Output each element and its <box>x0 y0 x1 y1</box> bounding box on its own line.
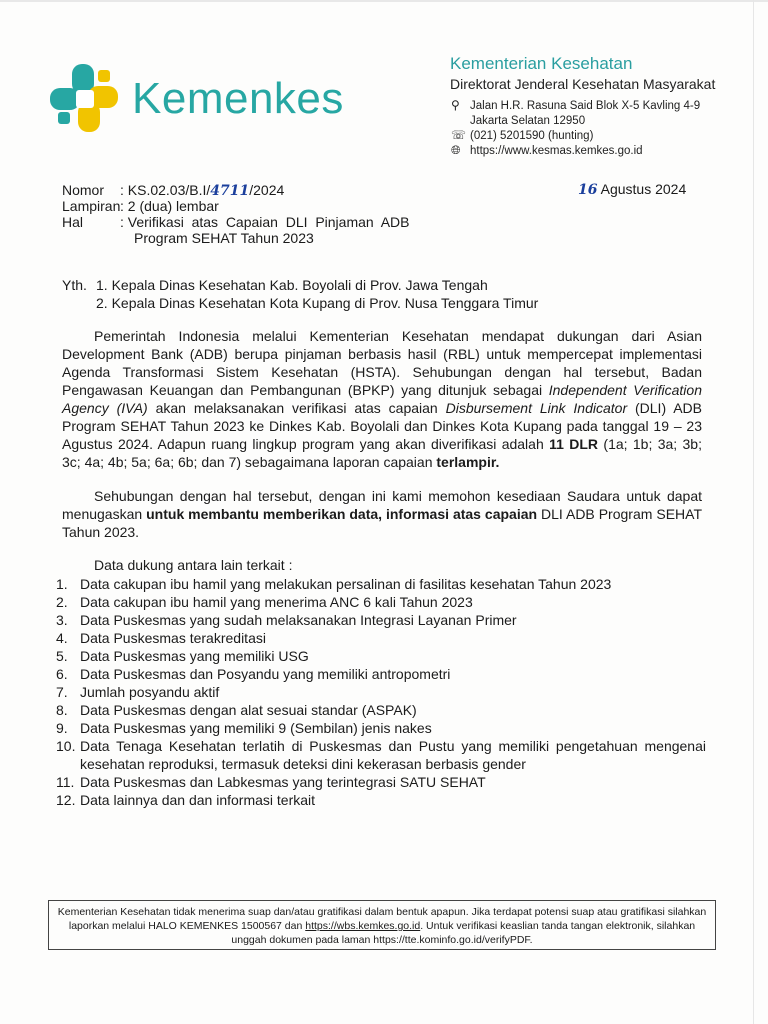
list-item <box>56 665 706 683</box>
paragraph-2 <box>62 487 702 541</box>
org-name: Kementerian Kesehatan <box>450 54 633 73</box>
list-item <box>56 719 706 737</box>
p2-text-c: DLI ADB Program SEHAT Tahun 2023. <box>62 506 702 540</box>
list-item-number: 11. <box>56 774 75 790</box>
footer-text-b: . Untuk verifikasi keaslian tanda tangan elektronik, silahkan unggah dokumen pada laman https://tte.kominfo.go.id/verifyPDF. <box>231 920 696 946</box>
page-top-border <box>0 0 768 2</box>
address-line-1: Jalan H.R. Rasuna Said Blok X-5 Kavling 4-9 <box>470 100 701 112</box>
list-item-text: Data Puskesmas dan Labkesmas yang terintegrasi SATU SEHAT <box>80 774 486 790</box>
list-item <box>56 629 706 647</box>
list-item-number: 3. <box>56 612 68 628</box>
list-item-number: 7. <box>56 684 68 700</box>
location-pin-icon: ⚲ <box>451 98 460 112</box>
list-item <box>56 683 706 701</box>
list-item-text: Data Puskesmas yang memiliki USG <box>80 648 309 664</box>
phone-icon: ☏ <box>451 128 467 142</box>
paragraph-1 <box>62 327 702 471</box>
list-item-number: 12. <box>56 792 76 808</box>
list-item <box>56 611 706 629</box>
list-item-text: Jumlah posyandu aktif <box>80 684 220 700</box>
p1-dlr: 11 DLR <box>549 436 599 452</box>
globe-icon: 🌐︎ <box>451 143 461 157</box>
list-item <box>56 647 706 665</box>
letter-date <box>578 181 686 198</box>
date-handwritten: 16 <box>578 182 598 198</box>
p1-terlampir: terlampir. <box>436 454 500 470</box>
website-link[interactable]: https://www.kesmas.kemkes.go.id <box>470 145 643 157</box>
list-item-text: Data Puskesmas dengan alat sesuai standar (ASPAK) <box>80 702 417 718</box>
yth-label: Yth. <box>62 277 87 293</box>
directorate-name: Direktorat Jenderal Kesehatan Masyarakat <box>450 76 716 92</box>
phone-number: (021) 5201590 (hunting) <box>470 130 594 142</box>
p1-text-e: (DLI) ADB Program SEHAT Tahun 2023 ke Dinkes Kab. Boyolali dan Dinkes Kota Kupang pada tanggal 19 – 23 Agustus 2024. Adapun ruang lingkup program yang akan diverifikasi adalah <box>62 400 702 452</box>
list-item-text: Data Puskesmas yang sudah melaksanakan Integrasi Layanan Primer <box>80 612 517 628</box>
list-item-number: 6. <box>56 666 68 682</box>
kemenkes-logo-icon <box>48 62 122 136</box>
p1-iva: Independent Verification Agency (IVA) <box>62 382 702 416</box>
data-intro: Data dukung antara lain terkait : <box>94 557 293 573</box>
lampiran-value: : 2 (dua) lembar <box>120 198 219 214</box>
list-item-number: 8. <box>56 702 68 718</box>
footer-text-a: Kementerian Kesehatan tidak menerima suap dan/atau gratifikasi dalam bentuk apapun. Jika terdapat potensi suap atau gratifikasi silahkan laporkan melalui HALO KEMENKES 1500567 dan <box>57 906 707 932</box>
nomor-handwritten: 4711 <box>210 183 250 199</box>
p1-text-c: akan melaksanakan verifikasi atas capaian <box>147 400 446 416</box>
list-item <box>56 791 706 809</box>
p1-text-g: (1a; 1b; 3a; 3b; 3c; 4a; 4b; 5a; 6a; 6b; dan 7) sebagaimana laporan capaian <box>62 436 702 470</box>
list-item-text: Data cakupan ibu hamil yang melakukan persalinan di fasilitas kesehatan Tahun 2023 <box>80 576 612 592</box>
hal-value-line2: Program SEHAT Tahun 2023 <box>134 230 314 246</box>
hal-label: Hal <box>62 214 84 230</box>
recipient-1: 1. Kepala Dinas Kesehatan Kab. Boyolali di Prov. Jawa Tengah <box>96 277 488 293</box>
logo-wordmark: Kemenkes <box>132 74 344 123</box>
recipient-2: 2. Kepala Dinas Kesehatan Kota Kupang di Prov. Nusa Tenggara Timur <box>96 295 539 311</box>
list-item-number: 5. <box>56 648 68 664</box>
list-item-number: 1. <box>56 576 68 592</box>
nomor-prefix: : KS.02.03/B.I/ <box>120 182 211 198</box>
list-item <box>56 773 706 791</box>
lampiran-label: Lampiran <box>62 198 121 214</box>
hal-value-line1: : Verifikasi atas Capaian DLI Pinjaman ADB <box>120 214 410 230</box>
list-item-text: Data lainnya dan dan informasi terkait <box>80 792 316 808</box>
list-item-number: 4. <box>56 630 68 646</box>
list-item-text: Data Tenaga Kesehatan terlatih di Puskesmas dan Pustu yang memiliki pengetahuan mengenai kesehatan reproduksi, termasuk deteksi dini kekerasan berbasis gender <box>80 738 706 772</box>
date-month-year: Agustus 2024 <box>600 181 687 197</box>
list-item-number: 10. <box>56 738 76 754</box>
wbs-link[interactable]: https://wbs.kemkes.go.id <box>305 920 421 932</box>
list-item <box>56 575 706 593</box>
list-item-number: 9. <box>56 720 68 736</box>
p2-bold: untuk membantu memberikan data, informasi atas capaian <box>146 506 538 522</box>
list-item-number: 2. <box>56 594 68 610</box>
nomor-suffix: /2024 <box>249 182 285 198</box>
nomor-value <box>120 182 284 199</box>
page-right-border <box>753 0 754 1024</box>
nomor-label: Nomor <box>62 182 105 198</box>
list-item <box>56 593 706 611</box>
anti-gratification-notice <box>48 900 716 950</box>
list-item-text: Data Puskesmas terakreditasi <box>80 630 266 646</box>
list-item-text: Data Puskesmas yang memiliki 9 (Sembilan) jenis nakes <box>80 720 432 736</box>
list-item <box>56 737 706 773</box>
list-item-text: Data Puskesmas dan Posyandu yang memiliki antropometri <box>80 666 451 682</box>
data-list <box>56 575 706 809</box>
list-item-text: Data cakupan ibu hamil yang menerima ANC 6 kali Tahun 2023 <box>80 594 473 610</box>
p2-text-a: Sehubungan dengan hal tersebut, dengan ini kami memohon kesediaan Saudara untuk dapat menugaskan <box>62 488 702 522</box>
address-line-2: Jakarta Selatan 12950 <box>470 115 586 127</box>
list-item <box>56 701 706 719</box>
p1-dli: Disbursement Link Indicator <box>445 400 628 416</box>
p1-text-a: Pemerintah Indonesia melalui Kementerian Kesehatan mendapat dukungan dari Asian Development Bank (ADB) berupa pinjaman berbasis hasil (RBL) untuk mempercepat implementasi Agenda Transformasi Sistem Kesehatan (HSTA). Sehubungan dengan hal tersebut, Badan Pengawasan Keuangan dan Pembangunan (BPKP) yang ditunjuk sebagai <box>62 328 702 398</box>
